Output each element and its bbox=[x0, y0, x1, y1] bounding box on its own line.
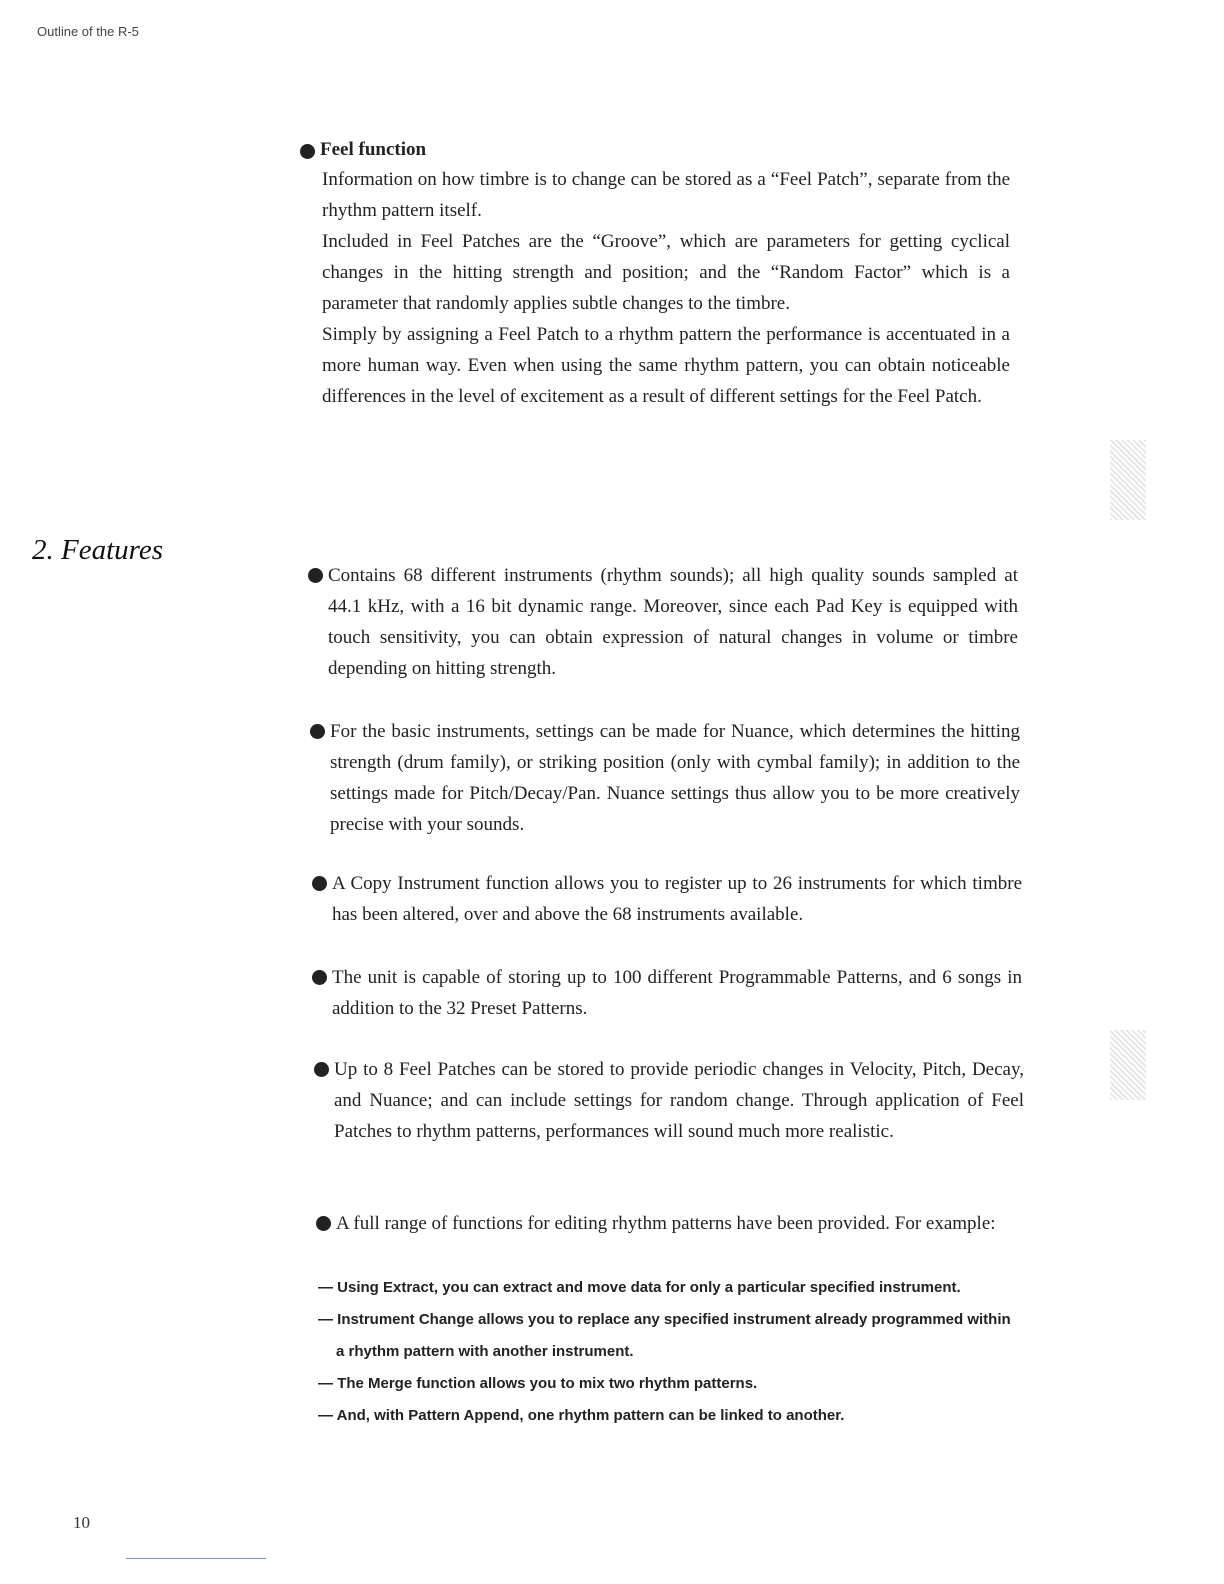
feature-item-text: A Copy Instrument function allows you to register up to 26 instruments for which timbre has been altered, over and above the 68 instruments available. bbox=[332, 873, 1022, 925]
feature-item bbox=[308, 560, 1018, 684]
feel-function-title: Feel function bbox=[320, 139, 427, 160]
feel-function-title-row bbox=[300, 136, 1010, 164]
feel-function-paragraph: Information on how timbre is to change can be stored as a “Feel Patch”, separate from the rhythm pattern itself. bbox=[322, 169, 1010, 221]
feature-item-text: Contains 68 different instruments (rhythm sounds); all high quality sounds sampled at 44.1 kHz, with a 16 bit dynamic range. Moreover, since each Pad Key is equipped with touch sensitivity, you can obtain expression of natural changes in volume or timbre depending on hitting strength. bbox=[328, 565, 1018, 679]
feature-item-text: For the basic instruments, settings can be made for Nuance, which determines the hitting strength (drum family), or striking position (only with cymbal family); in addition to the settings made for Pitch/Decay/Pan. Nuance settings thus allow you to be more creatively precise with your sounds. bbox=[330, 721, 1020, 835]
list-item: — Using Extract, you can extract and move data for only a particular specified instrument. bbox=[318, 1279, 961, 1296]
feel-function-section bbox=[300, 136, 1010, 412]
list-item: — And, with Pattern Append, one rhythm pattern can be linked to another. bbox=[318, 1407, 845, 1424]
feature-item bbox=[310, 716, 1020, 840]
feature-item bbox=[314, 1054, 1024, 1147]
editing-examples bbox=[318, 1272, 1018, 1432]
feature-item bbox=[312, 868, 1022, 930]
footer-rule bbox=[126, 1558, 266, 1559]
feature-item-text: The unit is capable of storing up to 100 different Programmable Patterns, and 6 songs in addition to the 32 Preset Patterns. bbox=[332, 967, 1022, 1019]
bullet-icon bbox=[310, 724, 325, 739]
feel-function-body bbox=[300, 164, 1010, 412]
feel-function-paragraph: Included in Feel Patches are the “Groove”, which are parameters for getting cyclical changes in the hitting strength and position; and the “Random Factor” which is a parameter that randomly applies subtle changes to the timbre. bbox=[322, 231, 1010, 314]
running-header: Outline of the R-5 bbox=[37, 24, 139, 39]
scan-artifact bbox=[1110, 1030, 1146, 1100]
list-item: — Instrument Change allows you to replace any specified instrument already programmed within a rhythm pattern with another instrument. bbox=[318, 1311, 1011, 1360]
feature-item-text: A full range of functions for editing rhythm patterns have been provided. For example: bbox=[336, 1213, 996, 1234]
feature-item bbox=[312, 962, 1022, 1024]
feel-function-paragraph: Simply by assigning a Feel Patch to a rhythm pattern the performance is accentuated in a more human way. Even when using the same rhythm pattern, you can obtain noticeable differences in the level of excitement as a result of different settings for the Feel Patch. bbox=[322, 324, 1010, 407]
scan-artifact bbox=[1110, 440, 1146, 520]
bullet-icon bbox=[312, 970, 327, 985]
list-item: — The Merge function allows you to mix two rhythm patterns. bbox=[318, 1375, 758, 1392]
bullet-icon bbox=[312, 876, 327, 891]
section-heading-features: 2. Features bbox=[32, 534, 164, 566]
feature-item bbox=[316, 1208, 1026, 1239]
feature-item-text: Up to 8 Feel Patches can be stored to provide periodic changes in Velocity, Pitch, Decay, and Nuance; and can include settings for random change. Through application of Feel Patches to rhythm patterns, performances will sound much more realistic. bbox=[334, 1059, 1024, 1142]
page-number: 10 bbox=[73, 1513, 90, 1532]
bullet-icon bbox=[314, 1062, 329, 1077]
bullet-icon bbox=[300, 144, 315, 159]
bullet-icon bbox=[308, 568, 323, 583]
editing-example-list bbox=[318, 1272, 1018, 1432]
bullet-icon bbox=[316, 1216, 331, 1231]
